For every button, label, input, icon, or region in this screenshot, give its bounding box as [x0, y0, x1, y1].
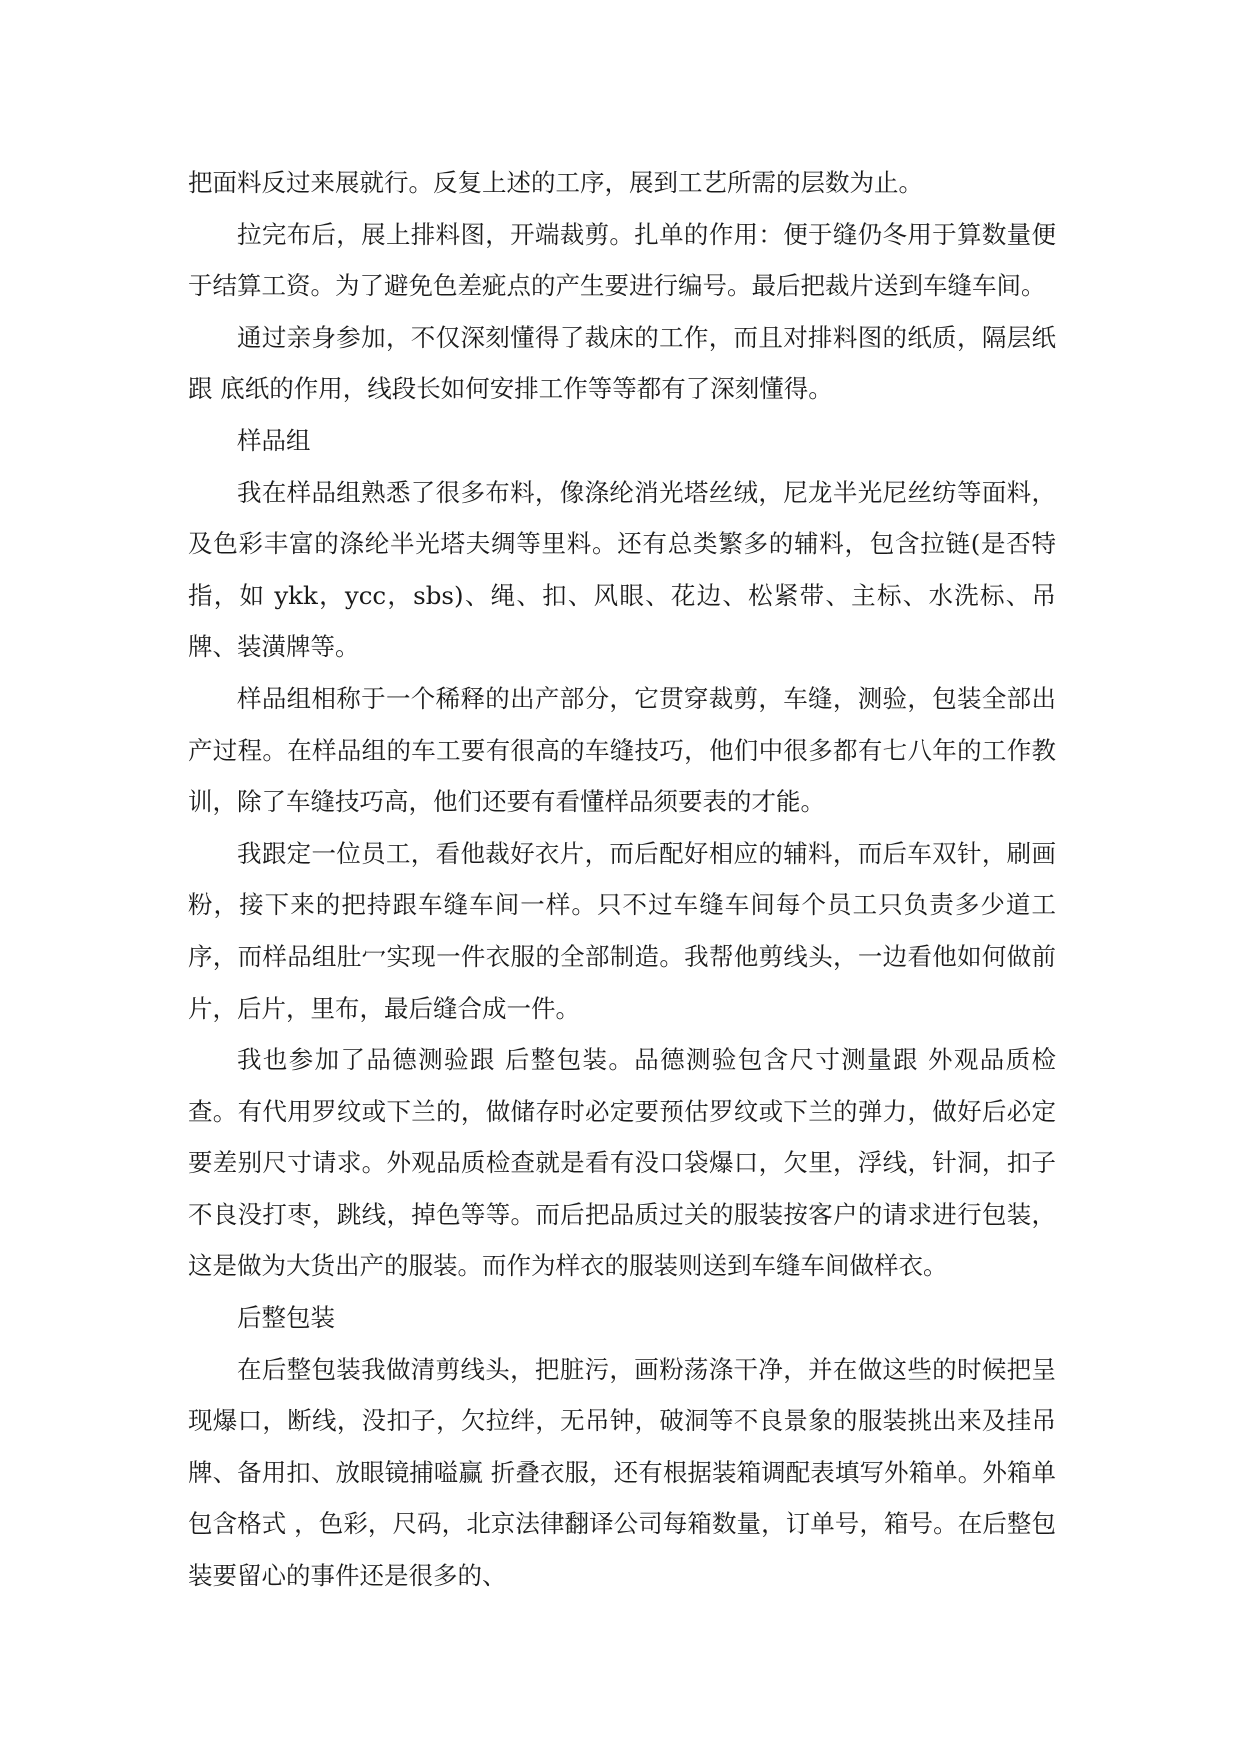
paragraph-participation: 通过亲身参加，不仅深刻懂得了裁床的工作，而且对排料图的纸质，隔层纸跟 底纸的作用，线段长如何安排工作等等都有了深刻懂得。: [188, 322, 1056, 404]
paragraph-fabrics: 我在样品组熟悉了很多布料，像涤纶消光塔丝绒，尼龙半光尼丝纺等面料，及色彩丰富的涤纶半光塔夫绸等里料。还有总类繁多的辅料，包含拉链(是否特指，如 ykk，ycc，sbs)、绳、扣、风眼、花边、松紧带、主标、水洗标、吊牌、装潢牌等。: [188, 477, 1056, 662]
paragraph-finishing: 在后整包装我做清剪线头，把脏污，画粉荡涤干净，并在做这些的时候把呈现爆口，断线，没扣子，欠拉绊，无吊钟，破洞等不良景象的服装挑出来及挂吊牌、备用扣、放眼镜捕嗌赢 折叠衣服，还有根据装箱调配表填写外箱单。外箱单包含格式 ，色彩，尺码，北京法律翻译公司每箱数量，订单号，箱号。在后整包装要留心的事件还是很多的、: [188, 1354, 1056, 1591]
paragraph-cutting: 拉完布后，展上排料图，开端裁剪。扎单的作用：便于缝仍冬用于算数量便于结算工资。为了避免色差疵点的产生要进行编号。最后把裁片送到车缝车间。: [188, 219, 1056, 301]
section-heading-sample-group: 样品组: [237, 425, 311, 455]
paragraph-continuation: 把面料反过来展就行。反复上述的工序，展到工艺所需的层数为止。: [188, 168, 923, 197]
document-body: [188, 157, 1056, 1602]
paragraph-sample-group-role: 样品组相称于一个稀释的出产部分，它贯穿裁剪，车缝，测验，包装全部出产过程。在样品组的车工要有很高的车缝技巧，他们中很多都有七八年的工作教训，除了车缝技巧高，他们还要有看懂样品须要表的才能。: [188, 683, 1056, 817]
section-heading-finishing-packaging: 后整包装: [237, 1303, 335, 1333]
paragraph-following-worker: 我跟定一位员工，看他裁好衣片，而后配好相应的辅料，而后车双针，刷画粉，接下来的把持跟车缝车间一样。只不过车缝车间每个员工只负责多少道工序，而样品组肚冖实现一件衣服的全部制造。我帮他剪线头，一边看他如何做前片，后片，里布，最后缝合成一件。: [188, 838, 1056, 1023]
paragraph-quality-inspection: 我也参加了品德测验跟 后整包装。品德测验包含尺寸测量跟 外观品质检查。有代用罗纹或下兰的，做储存时必定要预估罗纹或下兰的弹力，做好后必定要差别尺寸请求。外观品质检查就是看有没口袋爆口，欠里，浮线，针洞，扣子不良没打枣，跳线，掉色等等。而后把品质过关的服装按客户的请求进行包装，这是做为大货出产的服装。而作为样衣的服装则送到车缝车间做样衣。: [188, 1045, 1056, 1281]
